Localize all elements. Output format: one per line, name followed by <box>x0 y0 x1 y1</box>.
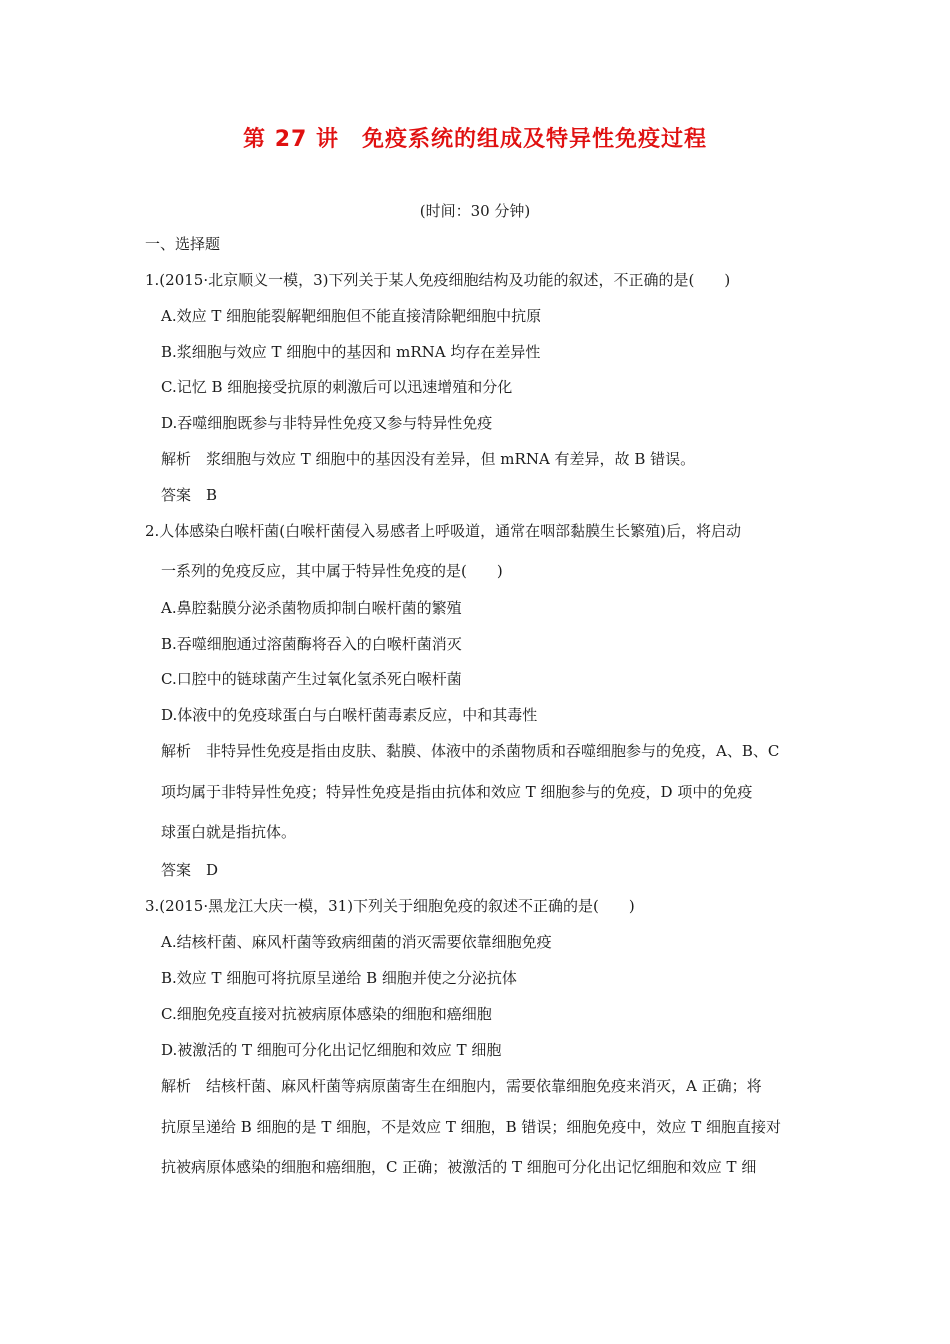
option-b: B.浆细胞与效应 T 细胞中的基因和 mRNA 均存在差异性 <box>161 343 541 361</box>
analysis-cont: 项均属于非特异性免疫；特异性免疫是指由抗体和效应 T 细胞参与的免疫，D 项中的免疫 <box>161 783 753 801</box>
option-d: D.被激活的 T 细胞可分化出记忆细胞和效应 T 细胞 <box>161 1041 502 1059</box>
analysis-cont: 球蛋白就是指抗体。 <box>161 823 297 841</box>
option-b: B.效应 T 细胞可将抗原呈递给 B 细胞并使之分泌抗体 <box>161 969 517 987</box>
question-stem: 1.(2015·北京顺义一模，3)下列关于某人免疫细胞结构及功能的叙述，不正确的是( ) <box>145 271 731 289</box>
option-c: C.记忆 B 细胞接受抗原的刺激后可以迅速增殖和分化 <box>161 378 513 396</box>
section-heading: 一、选择题 <box>145 235 221 253</box>
answer: 答案 D <box>161 861 219 879</box>
option-d: D.吞噬细胞既参与非特异性免疫又参与特异性免疫 <box>161 414 493 432</box>
option-d: D.体液中的免疫球蛋白与白喉杆菌毒素反应，中和其毒性 <box>161 706 538 724</box>
option-c: C.口腔中的链球菌产生过氧化氢杀死白喉杆菌 <box>161 670 462 688</box>
analysis: 解析 非特异性免疫是指由皮肤、黏膜、体液中的杀菌物质和吞噬细胞参与的免疫，A、B、C <box>161 742 780 760</box>
option-a: A.效应 T 细胞能裂解靶细胞但不能直接清除靶细胞中抗原 <box>161 307 542 325</box>
analysis: 解析 结核杆菌、麻风杆菌等病原菌寄生在细胞内，需要依靠细胞免疫来消灭，A 正确；将 <box>161 1077 762 1095</box>
option-b: B.吞噬细胞通过溶菌酶将吞入的白喉杆菌消灭 <box>161 635 462 653</box>
analysis-cont: 抗原呈递给 B 细胞的是 T 细胞，不是效应 T 细胞，B 错误；细胞免疫中，效应 T 细胞直接对 <box>161 1118 781 1136</box>
question-stem-cont: 一系列的免疫反应，其中属于特异性免疫的是( ) <box>161 562 503 580</box>
time-limit: (时间：30 分钟) <box>419 202 531 220</box>
answer: 答案 B <box>161 486 218 504</box>
question-stem: 3.(2015·黑龙江大庆一模，31)下列关于细胞免疫的叙述不正确的是( ) <box>145 897 635 915</box>
page-title: 第 27 讲 免疫系统的组成及特异性免疫过程 <box>243 127 707 152</box>
option-a: A.结核杆菌、麻风杆菌等致病细菌的消灭需要依靠细胞免疫 <box>161 933 552 951</box>
analysis: 解析 浆细胞与效应 T 细胞中的基因没有差异，但 mRNA 有差异，故 B 错误。 <box>161 450 696 468</box>
option-a: A.鼻腔黏膜分泌杀菌物质抑制白喉杆菌的繁殖 <box>161 599 462 617</box>
question-stem: 2.人体感染白喉杆菌(白喉杆菌侵入易感者上呼吸道，通常在咽部黏膜生长繁殖)后，将启动 <box>145 522 742 540</box>
option-c: C.细胞免疫直接对抗被病原体感染的细胞和癌细胞 <box>161 1005 492 1023</box>
analysis-cont: 抗被病原体感染的细胞和癌细胞，C 正确；被激活的 T 细胞可分化出记忆细胞和效应 T 细 <box>161 1158 757 1176</box>
